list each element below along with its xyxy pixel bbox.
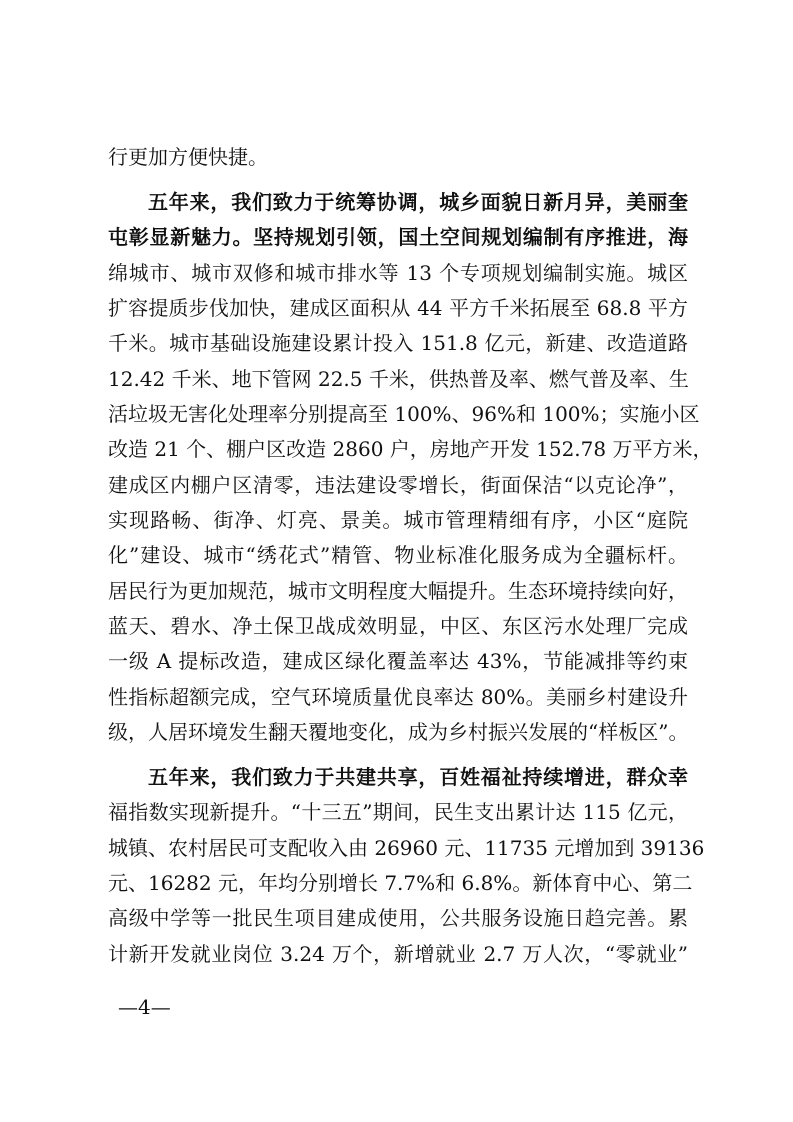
text-line: 活垃圾无害化处理率分别提高至 100%、96%和 100%；实施小区 [108, 402, 700, 426]
text-line: 千米。城市基础设施建设累计投入 151.8 亿元，新建、改造道路 [108, 331, 688, 355]
text-line: 实现路畅、街净、灯亮、景美。城市管理精细有序，小区“庭院 [108, 508, 688, 532]
text-line: 计新开发就业岗位 3.24 万个，新增就业 2.7 万人次，“零就业” [108, 942, 688, 966]
text-line: 级，人居环境发生翻天覆地变化，成为乡村振兴发展的“样板区”。 [108, 720, 689, 744]
text-line: 一级 A 提标改造，建成区绿化覆盖率达 43%，节能减排等约束 [108, 649, 688, 673]
text-line: 城镇、农村居民可支配收入由 26960 元、11735 元增加到 39136 [108, 836, 705, 860]
text-line: 化”建设、城市“绣花式”精管、物业标准化服务成为全疆标杆。 [108, 543, 688, 567]
text-line: 屯彰显新魅力。坚持规划引领，国土空间规划编制有序推进，海 [108, 225, 688, 249]
text-line: 12.42 千米、地下管网 22.5 千米，供热普及率、燃气普及率、生 [108, 367, 689, 391]
text-line: 绵城市、城市双修和城市排水等 13 个专项规划编制实施。城区 [108, 261, 688, 285]
text-line: 五年来，我们致力于共建共享，百姓福祉持续增进，群众幸 [148, 765, 688, 789]
text-line: 建成区内棚户区清零，违法建设零增长，街面保洁“以克论净”， [108, 473, 688, 497]
page-number: —4— [118, 995, 171, 1019]
text-line: 性指标超额完成，空气环境质量优良率达 80%。美丽乡村建设升 [108, 685, 688, 709]
text-line: 改造 21 个、棚户区改造 2860 户，房地产开发 152.78 万平方米， [108, 437, 713, 461]
text-line: 居民行为更加规范，城市文明程度大幅提升。生态环境持续向好， [108, 579, 688, 603]
text-line: 元、16282 元，年均分别增长 7.7%和 6.8%。新体育中心、第二 [108, 871, 693, 895]
text-line: 福指数实现新提升。“十三五”期间，民生支出累计达 115 亿元， [108, 800, 688, 824]
text-line: 五年来，我们致力于统筹协调，城乡面貌日新月异，美丽奎 [148, 190, 688, 214]
text-line: 行更加方便快捷。 [108, 145, 268, 169]
text-line: 扩容提质步伐加快，建成区面积从 44 平方千米拓展至 68.8 平方 [108, 296, 688, 320]
text-line: 蓝天、碧水、净土保卫战成效明显，中区、东区污水处理厂完成 [108, 614, 688, 638]
text-line: 高级中学等一批民生项目建成使用，公共服务设施日趋完善。累 [108, 906, 688, 930]
